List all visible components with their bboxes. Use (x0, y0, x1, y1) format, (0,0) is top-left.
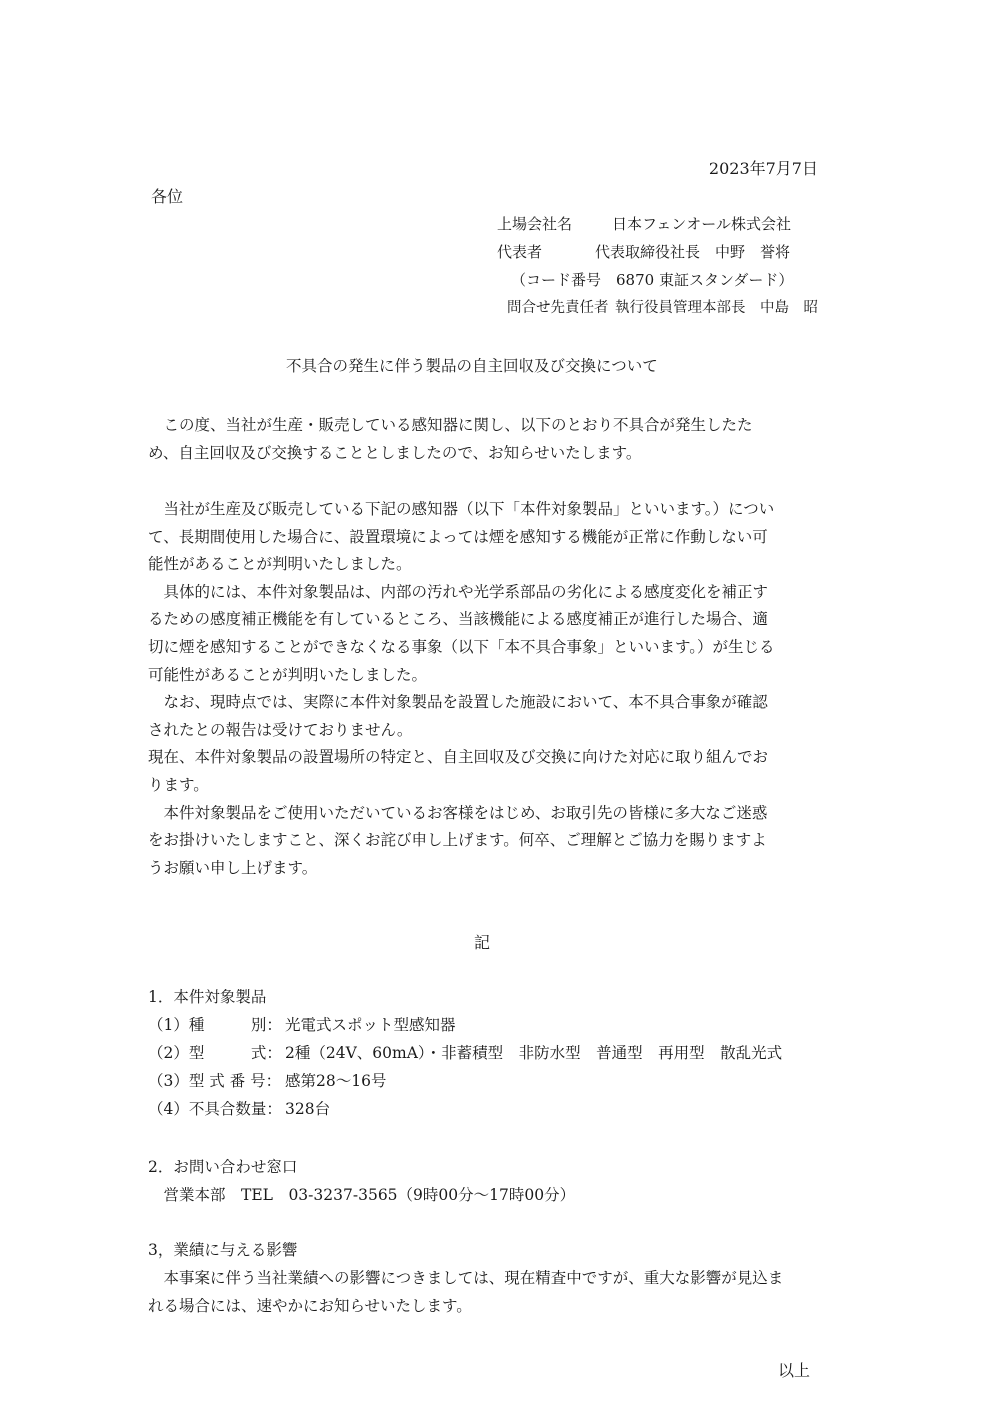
sender-block (497, 210, 818, 322)
body-line: をお掛けいたしますこと、深くお詫び申し上げます。何卒、ご理解とご協力を賜りますよ (148, 831, 767, 850)
item-value: 光電式スポット型感知器 (285, 1016, 456, 1034)
addressee: 各位 (151, 187, 184, 206)
body-line: 具体的には、本件対象製品は、内部の汚れや光学系部品の劣化による感度変化を補正す (148, 582, 769, 601)
company-label: 上場会社名 (497, 215, 573, 233)
impact-line: 本事案に伴う当社業績への影響につきましては、現在精査中ですが、重大な影響が見込ま (148, 1269, 784, 1287)
body-line: 可能性があることが判明いたしました。 (148, 665, 428, 684)
stock-code: （コード番号 6870 東証スタンダード） (511, 271, 794, 289)
product-item (148, 1067, 782, 1095)
representative-label: 代表者 (497, 243, 543, 261)
body-line: 能性があることが判明いたしました。 (148, 555, 412, 574)
company-row (497, 210, 818, 238)
item-value: 328台 (285, 1100, 331, 1118)
section-heading: 2．お問い合わせ窓口 (148, 1158, 298, 1176)
company-name: 日本フェンオール株式会社 (612, 215, 791, 233)
item-value: 感第28～16号 (285, 1072, 387, 1090)
body-line: ります。 (148, 775, 209, 794)
body-line: て、長期間使用した場合に、設置環境によっては煙を感知する機能が正常に作動しない可 (148, 527, 768, 546)
representative-name: 代表取締役社長 中野 誉将 (595, 243, 791, 261)
body-line: うお願い申し上げます。 (148, 858, 318, 877)
ki-heading: 記 (474, 933, 491, 952)
impact-line: れる場合には、速やかにお知らせいたします。 (148, 1297, 472, 1315)
product-item (148, 1039, 782, 1067)
body-line: 本件対象製品をご使用いただいているお客様をはじめ、お取引先の皆様に多大なご迷惑 (148, 803, 768, 822)
product-item (148, 1011, 782, 1039)
contact-line: 営業本部 TEL 03-3237-3565（9時00分～17時00分） (148, 1186, 576, 1204)
item-label: （2）型 式： (148, 1044, 282, 1062)
item-label: （3）型 式 番 号： (148, 1072, 282, 1090)
body-line: 切に煙を感知することができなくなる事象（以下「本不具合事象」といいます。）が生じる (148, 637, 775, 656)
document-title: 不具合の発生に伴う製品の自主回収及び交換について (286, 357, 658, 375)
body-line: 現在、本件対象製品の設置場所の特定と、自主回収及び交換に向けた対応に取り組んでお (148, 748, 769, 767)
section-heading: 3，業績に与える影響 (148, 1241, 298, 1259)
contact-name: 執行役員管理本部長 中島 昭 (615, 300, 818, 316)
section-heading: 1．本件対象製品 (148, 988, 267, 1006)
product-item (148, 1095, 782, 1123)
item-label: （4）不具合数量： (148, 1100, 282, 1118)
representative-row (497, 238, 818, 266)
section-impact (148, 1236, 783, 1320)
intro-line: この度、当社が生産・販売している感知器に関し、以下のとおり不具合が発生したた (148, 416, 753, 434)
closing-mark: 以上 (778, 1361, 811, 1380)
body-line: 当社が生産及び販売している下記の感知器（以下「本件対象製品」といいます。）につい (148, 500, 775, 518)
body-line: なお、現時点では、実際に本件対象製品を設置した施設において、本不具合事象が確認 (148, 693, 768, 712)
document-date: 2023年7月7日 (708, 159, 818, 178)
intro-paragraph (148, 412, 828, 467)
section-target-products (148, 983, 782, 1123)
item-label: （1）種 別： (148, 1016, 282, 1034)
body-text (148, 496, 828, 882)
item-value: 2種（24V、60mA）・非蓄積型 非防水型 普通型 再用型 散乱光式 (285, 1044, 783, 1062)
contact-label: 問合せ先責任者 (507, 300, 609, 316)
body-line: るための感度補正機能を有しているところ、当該機能による感度補正が進行した場合、適 (148, 610, 769, 629)
section-contact (148, 1153, 575, 1209)
body-line: されたとの報告は受けておりません。 (148, 720, 413, 739)
intro-line: め、自主回収及び交換することとしましたので、お知らせいたします。 (148, 443, 642, 462)
contact-row (497, 294, 818, 322)
